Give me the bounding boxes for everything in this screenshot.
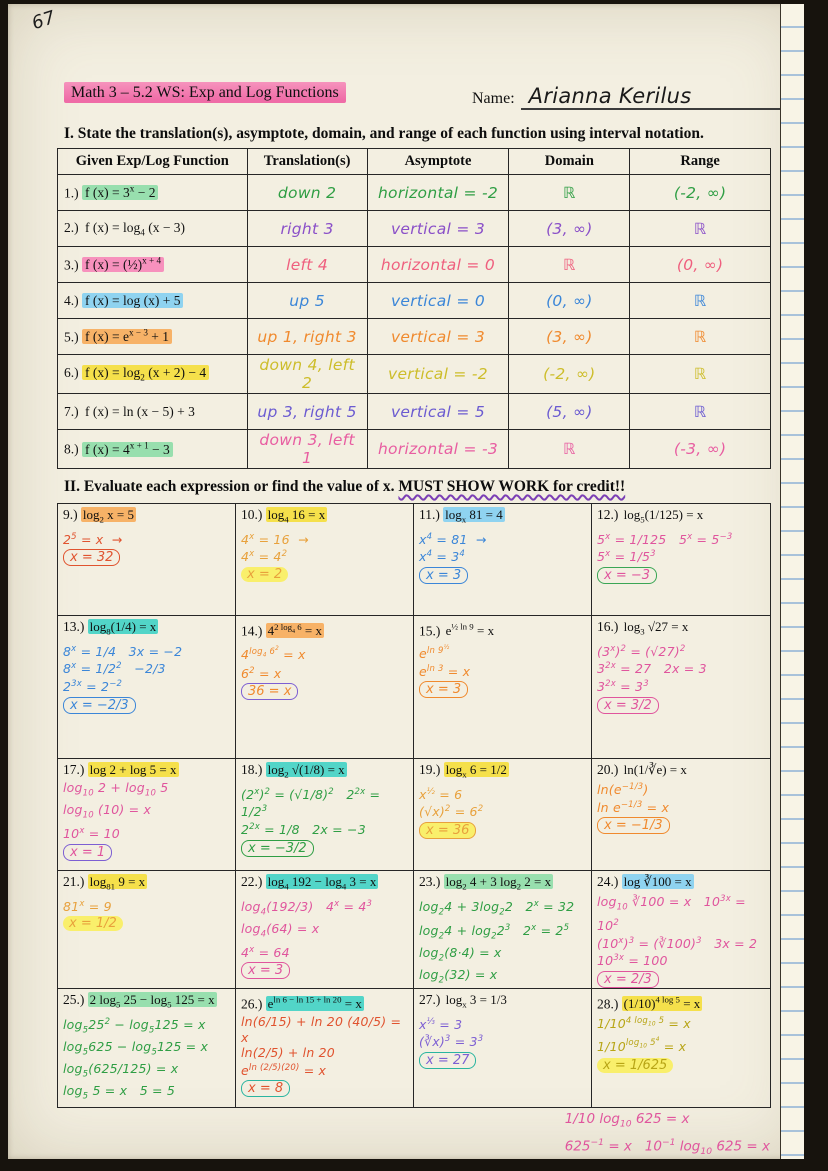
row-number: 3.) bbox=[64, 257, 79, 273]
function-expression: f (x) = ln (x − 5) + 3 bbox=[85, 403, 195, 419]
domain-cell bbox=[509, 355, 630, 394]
work-line: $81^x = 9$ bbox=[63, 898, 112, 914]
domain-cell bbox=[509, 283, 630, 319]
column-header-asymptote: Asymptote bbox=[367, 149, 509, 175]
problem-cell bbox=[236, 616, 414, 759]
asymptote-answer: horizontal = -2 bbox=[377, 183, 499, 202]
functions-table-body bbox=[58, 175, 771, 469]
problem-expression: $\log_2 4 + 3$ $\log_2 2 = x$ bbox=[445, 874, 552, 892]
student-work bbox=[597, 642, 765, 714]
function-expression: f $(x) = \log_2 (x + 2) - 4$ bbox=[82, 365, 209, 380]
work-line: $5^x = 1/5^3$ bbox=[597, 549, 656, 565]
row-number: 8.) bbox=[64, 441, 79, 457]
translation-cell bbox=[247, 319, 367, 355]
problem-cell bbox=[236, 759, 414, 871]
column-header-domain: Domain bbox=[509, 149, 630, 175]
student-work bbox=[597, 530, 765, 584]
work-line: $\log_4(192/3) 4^x = 4^3$ bbox=[241, 898, 373, 918]
problem-statement bbox=[597, 762, 765, 778]
work-line: $2^{3x} = 2^{-2}$ bbox=[63, 678, 123, 695]
problem-expression: $(1/10)^{4 log 5} = x$ bbox=[623, 995, 701, 1012]
asymptote-answer: vertical = 0 bbox=[390, 291, 486, 310]
function-expression: f $(x) = \log_4 (x - 3)$ bbox=[85, 219, 186, 238]
work-line: $x^4 = 3^4$ bbox=[419, 549, 466, 565]
problem-expression: $\log_4 192 - \log_4 3 = x$ bbox=[267, 874, 377, 892]
work-line: $e^{ln 9^{\frac{1}{2}}}$ bbox=[419, 645, 450, 662]
student-work bbox=[241, 642, 408, 701]
translation-cell bbox=[247, 430, 367, 469]
problem-statement bbox=[419, 619, 586, 639]
work-line: $e^{ln (2/5)(20)} = x$ bbox=[241, 1062, 327, 1078]
problem-statement bbox=[63, 762, 230, 778]
answer-box: x = 3 bbox=[419, 681, 468, 698]
page-number: 67 bbox=[29, 6, 59, 35]
work-line: $\log_{10}$ ∛100 = x $10^{3x} = 10^2$ bbox=[597, 894, 746, 934]
translation-answer: up 3, right 5 bbox=[257, 402, 357, 421]
function-row bbox=[58, 394, 771, 430]
problem-expression: log ∛100 = x bbox=[623, 874, 692, 889]
problem-statement bbox=[597, 507, 765, 528]
work-line: $3^{2x} = 27$ 2x = 3 bbox=[597, 661, 707, 677]
work-line: $\log_{10} (10) = x$ bbox=[63, 802, 152, 821]
answer-box: x = 32 bbox=[63, 549, 120, 566]
work-line: $4^x = 16$ → bbox=[241, 531, 309, 547]
problem-expression: $\log_{81} 9 = x$ bbox=[89, 874, 146, 892]
work-line: $(10^x)^3$ = (∛100)$^3$ 3x = 2 bbox=[597, 935, 758, 951]
problem-statement bbox=[63, 507, 230, 528]
work-line: $(3^x)^2 = (√27)^2$ bbox=[597, 643, 686, 659]
function-row bbox=[58, 175, 771, 211]
translation-cell bbox=[247, 283, 367, 319]
section2-heading bbox=[64, 478, 764, 496]
section2-heading-text: II. Evaluate each expression or find the value of x. bbox=[64, 478, 399, 495]
function-row bbox=[58, 355, 771, 394]
work-line: $\log_2(8\cdot 4) = x$ bbox=[419, 944, 502, 964]
name-label: Name: bbox=[472, 90, 515, 107]
student-work bbox=[241, 1014, 408, 1097]
problem-statement bbox=[241, 619, 408, 640]
function-cell bbox=[58, 175, 248, 211]
translation-answer: down 4, left 2 bbox=[259, 356, 355, 392]
function-expression: f $(x) = 4^{x + 1} - 3$ bbox=[82, 442, 173, 457]
student-name: Arianna Kerilus bbox=[521, 84, 789, 110]
range-cell bbox=[630, 175, 771, 211]
answer-box: x = 36 bbox=[419, 822, 476, 839]
translation-answer: up 5 bbox=[289, 291, 325, 310]
problem-cell bbox=[414, 616, 592, 759]
function-cell bbox=[58, 247, 248, 283]
answer-box: x = 1 bbox=[63, 844, 112, 861]
translation-cell bbox=[247, 355, 367, 394]
domain-cell bbox=[509, 319, 630, 355]
problem-cell bbox=[236, 504, 414, 616]
student-work bbox=[241, 530, 408, 583]
work-line: $x^4 = 81$ → bbox=[419, 531, 487, 547]
work-line: $1/10^{log_{10} 5^4} = x$ bbox=[597, 1037, 687, 1054]
functions-table bbox=[57, 148, 771, 469]
domain-answer: (0, ∞) bbox=[546, 291, 593, 310]
problem-cell bbox=[414, 871, 592, 989]
row-number: 5.) bbox=[64, 329, 79, 345]
function-row bbox=[58, 430, 771, 469]
range-answer: ℝ bbox=[693, 365, 707, 383]
problem-expression: $4^{2 log_4 6} = x$ bbox=[267, 622, 322, 639]
problem-number: 28.) bbox=[597, 996, 619, 1012]
translation-cell bbox=[247, 247, 367, 283]
translation-answer: up 1, right 3 bbox=[257, 327, 357, 346]
student-work bbox=[419, 530, 586, 584]
problem-statement bbox=[597, 874, 765, 890]
footer-notes bbox=[565, 1110, 770, 1161]
work-line: $\log_5625 - \log_5125 = x$ bbox=[63, 1038, 209, 1058]
asymptote-answer: horizontal = 0 bbox=[380, 255, 496, 274]
domain-answer: (3, ∞) bbox=[546, 327, 593, 346]
problem-number: 16.) bbox=[597, 619, 619, 634]
problem-expression: $\log_x 6 = 1/2$ bbox=[445, 762, 507, 780]
range-answer: (-3, ∞) bbox=[673, 440, 727, 458]
problem-number: 9.) bbox=[63, 507, 78, 522]
work-line: $4^x = 64$ bbox=[241, 944, 290, 960]
problem-statement bbox=[419, 762, 586, 783]
domain-answer: ℝ bbox=[563, 440, 576, 458]
problem-expression: 2 $\log_5 25 - \log_5 125 = x$ bbox=[89, 992, 215, 1010]
work-line: ln(6/15) + ln 20 (40/5) = x bbox=[241, 1014, 402, 1045]
student-work bbox=[63, 530, 230, 567]
student-work bbox=[419, 1015, 586, 1069]
asymptote-cell bbox=[367, 283, 509, 319]
must-show-work-emphasis: MUST SHOW WORK for credit!! bbox=[398, 478, 626, 495]
problem-number: 18.) bbox=[241, 762, 263, 777]
work-line: $x^{\frac{1}{2}} = 6$ bbox=[419, 786, 463, 802]
work-line: $e^{ln 3} = x$ bbox=[419, 663, 471, 679]
row-number: 2.) bbox=[64, 219, 79, 235]
work-line: $1/10^{4 log_{10} 5} = x$ bbox=[597, 1016, 691, 1032]
problem-cell bbox=[236, 871, 414, 989]
work-line: $x^{\frac{1}{3}} = 3$ bbox=[419, 1016, 463, 1032]
problem-cell bbox=[58, 616, 236, 759]
student-work bbox=[63, 642, 230, 714]
problem-cell bbox=[58, 871, 236, 989]
problem-statement bbox=[241, 992, 408, 1012]
problem-number: 12.) bbox=[597, 507, 619, 522]
problem-cell bbox=[414, 504, 592, 616]
answer-box: x = 3/2 bbox=[597, 697, 659, 714]
work-line: $8^x = 1/4$ 3x = −2 bbox=[63, 643, 183, 659]
domain-cell bbox=[509, 394, 630, 430]
problem-expression: $\log_8(1/4) = x$ bbox=[89, 619, 157, 637]
problem-number: 10.) bbox=[241, 507, 263, 522]
problem-cell bbox=[58, 989, 236, 1107]
problem-expression: $\log_3 √27 = x$ bbox=[623, 619, 689, 637]
domain-answer: (5, ∞) bbox=[546, 402, 593, 421]
problem-number: 17.) bbox=[63, 762, 85, 777]
asymptote-answer: vertical = 3 bbox=[390, 219, 486, 238]
problem-expression: $\log_x 81 = 4$ bbox=[445, 507, 503, 525]
problem-number: 25.) bbox=[63, 992, 85, 1007]
translation-cell bbox=[247, 211, 367, 247]
answer-box: x = 2/3 bbox=[597, 971, 659, 988]
function-row bbox=[58, 247, 771, 283]
domain-answer: ℝ bbox=[563, 255, 576, 274]
name-area bbox=[472, 84, 789, 110]
range-answer: (-2, ∞) bbox=[673, 183, 727, 202]
margin-note-line: 1/10 $\log_{10} 625 = x$ bbox=[564, 1111, 690, 1130]
student-work bbox=[419, 641, 586, 698]
asymptote-answer: vertical = -2 bbox=[387, 365, 488, 383]
problem-cell bbox=[592, 616, 770, 759]
translation-cell bbox=[247, 394, 367, 430]
range-cell bbox=[630, 394, 771, 430]
problem-expression: $\log_4 16 = x$ bbox=[267, 507, 326, 525]
domain-cell bbox=[509, 430, 630, 469]
function-cell bbox=[58, 283, 248, 319]
asymptote-cell bbox=[367, 319, 509, 355]
domain-cell bbox=[509, 247, 630, 283]
column-header-function: Given Exp/Log Function bbox=[58, 149, 248, 175]
work-line: $2^{2x} = 1/8$ 2x = −3 bbox=[241, 821, 366, 838]
function-row bbox=[58, 283, 771, 319]
problem-expression: log 2 + log 5 = x bbox=[89, 762, 177, 777]
work-line: $\log_5(625/125) = x$ bbox=[63, 1060, 179, 1080]
function-row bbox=[58, 319, 771, 355]
problem-statement bbox=[241, 507, 408, 528]
problem-number: 21.) bbox=[63, 874, 85, 889]
domain-answer: ℝ bbox=[563, 183, 576, 202]
range-cell bbox=[630, 319, 771, 355]
column-header-translations: Translation(s) bbox=[247, 149, 367, 175]
problem-number: 22.) bbox=[241, 874, 263, 889]
problem-number: 24.) bbox=[597, 874, 619, 889]
answer-box: x = −3/2 bbox=[241, 840, 314, 857]
asymptote-cell bbox=[367, 394, 509, 430]
answer-box: x = −3 bbox=[597, 567, 657, 584]
asymptote-cell bbox=[367, 211, 509, 247]
margin-note-line: $625^{-1} = x$ $10^{-1}$ $\log_{10} 625 = x$ bbox=[564, 1136, 770, 1157]
work-line: $5^x = 1/125$ $5^x = 5^{-3}$ bbox=[597, 531, 733, 547]
work-line: $(2^x)^2 = (√1/8)^2$ $2^{2x} = 1/2^3$ bbox=[241, 786, 381, 820]
problem-cell bbox=[414, 759, 592, 871]
problems-grid bbox=[57, 503, 771, 1108]
answer-box: x = 1/625 bbox=[597, 1058, 673, 1073]
worksheet-page bbox=[8, 4, 804, 1159]
row-number: 7.) bbox=[64, 403, 79, 419]
answer-box: 36 = x bbox=[241, 683, 298, 700]
work-line: $\log_24 + 3\log_22$ $2^x = 32$ bbox=[419, 898, 575, 918]
student-work bbox=[419, 785, 586, 839]
problem-number: 27.) bbox=[419, 992, 441, 1007]
problem-cell bbox=[592, 871, 770, 989]
function-cell bbox=[58, 319, 248, 355]
problem-expression: $\log_5(1/125) = x$ bbox=[623, 507, 704, 525]
student-work bbox=[241, 785, 408, 857]
range-cell bbox=[630, 355, 771, 394]
problem-statement bbox=[419, 874, 586, 895]
asymptote-cell bbox=[367, 355, 509, 394]
translation-answer: left 4 bbox=[286, 255, 329, 274]
domain-cell bbox=[509, 211, 630, 247]
work-line: $\log_2(32) = x$ bbox=[419, 966, 498, 986]
function-cell bbox=[58, 355, 248, 394]
notebook-paper-edge bbox=[780, 4, 804, 1159]
range-cell bbox=[630, 283, 771, 319]
work-line: $\ln(e^{-1/3})$ bbox=[597, 782, 649, 798]
translation-answer: down 2 bbox=[277, 183, 337, 202]
work-line: $10^{3x} = 100$ bbox=[597, 953, 668, 969]
student-work bbox=[597, 1014, 765, 1073]
problem-statement bbox=[241, 874, 408, 895]
work-line: $4^{log_4 6^2} = x$ bbox=[241, 645, 306, 662]
work-line: $2^5 = x$ → bbox=[63, 531, 123, 547]
function-cell bbox=[58, 211, 248, 247]
function-cell bbox=[58, 430, 248, 469]
range-cell bbox=[630, 430, 771, 469]
asymptote-answer: horizontal = -3 bbox=[377, 440, 499, 458]
column-header-range: Range bbox=[630, 149, 771, 175]
range-answer: ℝ bbox=[693, 327, 707, 346]
answer-box: x = 2 bbox=[241, 567, 288, 582]
asymptote-answer: vertical = 3 bbox=[390, 327, 486, 346]
row-number: 4.) bbox=[64, 292, 79, 308]
problem-cell bbox=[592, 759, 770, 871]
work-line: $(√x)^2 = 6^2$ bbox=[419, 804, 484, 820]
problem-statement bbox=[63, 992, 230, 1013]
range-answer: (0, ∞) bbox=[676, 255, 724, 274]
asymptote-answer: vertical = 5 bbox=[390, 402, 486, 421]
answer-box: x = −1/3 bbox=[597, 817, 670, 834]
answer-box: x = 3 bbox=[241, 962, 290, 979]
problem-statement bbox=[241, 762, 408, 783]
function-expression: f $(x) = e^{x - 3} + 1$ bbox=[82, 329, 172, 344]
work-line: (∛x)$^3$ = $3^3$ bbox=[419, 1034, 484, 1050]
student-work bbox=[419, 897, 586, 989]
problem-cell bbox=[592, 504, 770, 616]
problem-statement bbox=[419, 507, 586, 528]
problem-expression: $\log_x 3 = 1/3$ bbox=[445, 992, 507, 1010]
asymptote-cell bbox=[367, 247, 509, 283]
work-line: $\log_525^2 - \log_5125 = x$ bbox=[63, 1016, 206, 1036]
problem-statement bbox=[419, 992, 586, 1013]
problem-expression: $\log_2 √(1/8) = x$ bbox=[267, 762, 345, 780]
answer-box: x = 8 bbox=[241, 1080, 290, 1097]
problem-number: 26.) bbox=[241, 996, 263, 1012]
work-line: $8^x = 1/2^2 -2/3$ bbox=[63, 661, 166, 677]
problem-statement bbox=[597, 619, 765, 640]
work-line: $\log_24 + \log_22^3$ $2^x = 2^5$ bbox=[419, 922, 570, 942]
student-work bbox=[597, 892, 765, 988]
student-work bbox=[597, 780, 765, 834]
problem-number: 20.) bbox=[597, 762, 619, 777]
header bbox=[64, 84, 768, 108]
problem-number: 23.) bbox=[419, 874, 441, 889]
problem-number: 14.) bbox=[241, 623, 263, 639]
asymptote-cell bbox=[367, 430, 509, 469]
range-answer: ℝ bbox=[693, 291, 707, 310]
answer-box: x = −2/3 bbox=[63, 697, 136, 714]
domain-cell bbox=[509, 175, 630, 211]
problem-expression: ln(1/∛e) = x bbox=[623, 762, 687, 777]
section1-heading: I. State the translation(s), asymptote, domain, and range of each function using interval notation. bbox=[64, 125, 704, 142]
translation-cell bbox=[247, 175, 367, 211]
work-line: $10^x = 10$ bbox=[63, 826, 120, 842]
problem-expression: $e^{\frac{1}{2} ln 9} = x$ bbox=[445, 622, 495, 639]
problem-cell bbox=[58, 504, 236, 616]
answer-box: x = 1/2 bbox=[63, 916, 123, 931]
student-work bbox=[63, 897, 230, 933]
function-expression: f (x) = (½)$^{x + 4}$ bbox=[82, 257, 164, 272]
problem-statement bbox=[63, 619, 230, 640]
problem-cell bbox=[236, 989, 414, 1107]
problem-statement bbox=[597, 992, 765, 1012]
asymptote-cell bbox=[367, 175, 509, 211]
function-cell bbox=[58, 394, 248, 430]
work-line: $3^{2x} = 3^3$ bbox=[597, 678, 649, 695]
domain-answer: (3, ∞) bbox=[546, 219, 593, 238]
work-line: ln(2/5) + ln 20 bbox=[241, 1045, 335, 1061]
domain-answer: (-2, ∞) bbox=[543, 365, 596, 383]
work-line: $6^2 = x$ bbox=[241, 665, 282, 681]
problem-number: 11.) bbox=[419, 507, 440, 522]
range-answer: ℝ bbox=[693, 402, 707, 421]
student-work bbox=[63, 780, 230, 861]
problem-cell bbox=[58, 759, 236, 871]
work-line: $\log_5 5 = x$ 5 = 5 bbox=[63, 1082, 176, 1102]
functions-table-header-row bbox=[58, 149, 771, 175]
answer-box: x = 3 bbox=[419, 567, 468, 584]
translation-answer: right 3 bbox=[280, 219, 334, 238]
function-expression: f $(x) = 3^x - 2$ bbox=[82, 185, 158, 200]
function-expression: f (x) = log (x) + 5 bbox=[82, 293, 183, 308]
worksheet-title: Math 3 – 5.2 WS: Exp and Log Functions bbox=[64, 82, 346, 103]
problem-number: 15.) bbox=[419, 623, 441, 639]
row-number: 1.) bbox=[64, 185, 79, 201]
problem-cell bbox=[414, 989, 592, 1107]
function-row bbox=[58, 211, 771, 247]
student-work bbox=[63, 1015, 230, 1107]
answer-box: x = 27 bbox=[419, 1052, 476, 1069]
student-work bbox=[241, 897, 408, 980]
problem-number: 13.) bbox=[63, 619, 85, 634]
row-number: 6.) bbox=[64, 365, 79, 381]
work-line: $\log_{10} 2 + \log_{10} 5$ bbox=[63, 780, 169, 799]
work-line: $\log_4(64) = x$ bbox=[241, 920, 320, 940]
problem-number: 19.) bbox=[419, 762, 441, 777]
work-line: $4^x = 4^2$ bbox=[241, 549, 288, 565]
range-cell bbox=[630, 247, 771, 283]
translation-answer: down 3, left 1 bbox=[259, 431, 355, 467]
range-cell bbox=[630, 211, 771, 247]
problem-expression: $\log_2 x = 5$ bbox=[82, 507, 135, 525]
range-answer: ℝ bbox=[693, 219, 707, 238]
problem-expression: $e^{ln 6 - ln 15 + ln 20} = x$ bbox=[267, 995, 362, 1012]
problem-statement bbox=[63, 874, 230, 895]
work-line: $\ln e^{-1/3} = x$ bbox=[597, 799, 670, 815]
problem-cell bbox=[592, 989, 770, 1107]
